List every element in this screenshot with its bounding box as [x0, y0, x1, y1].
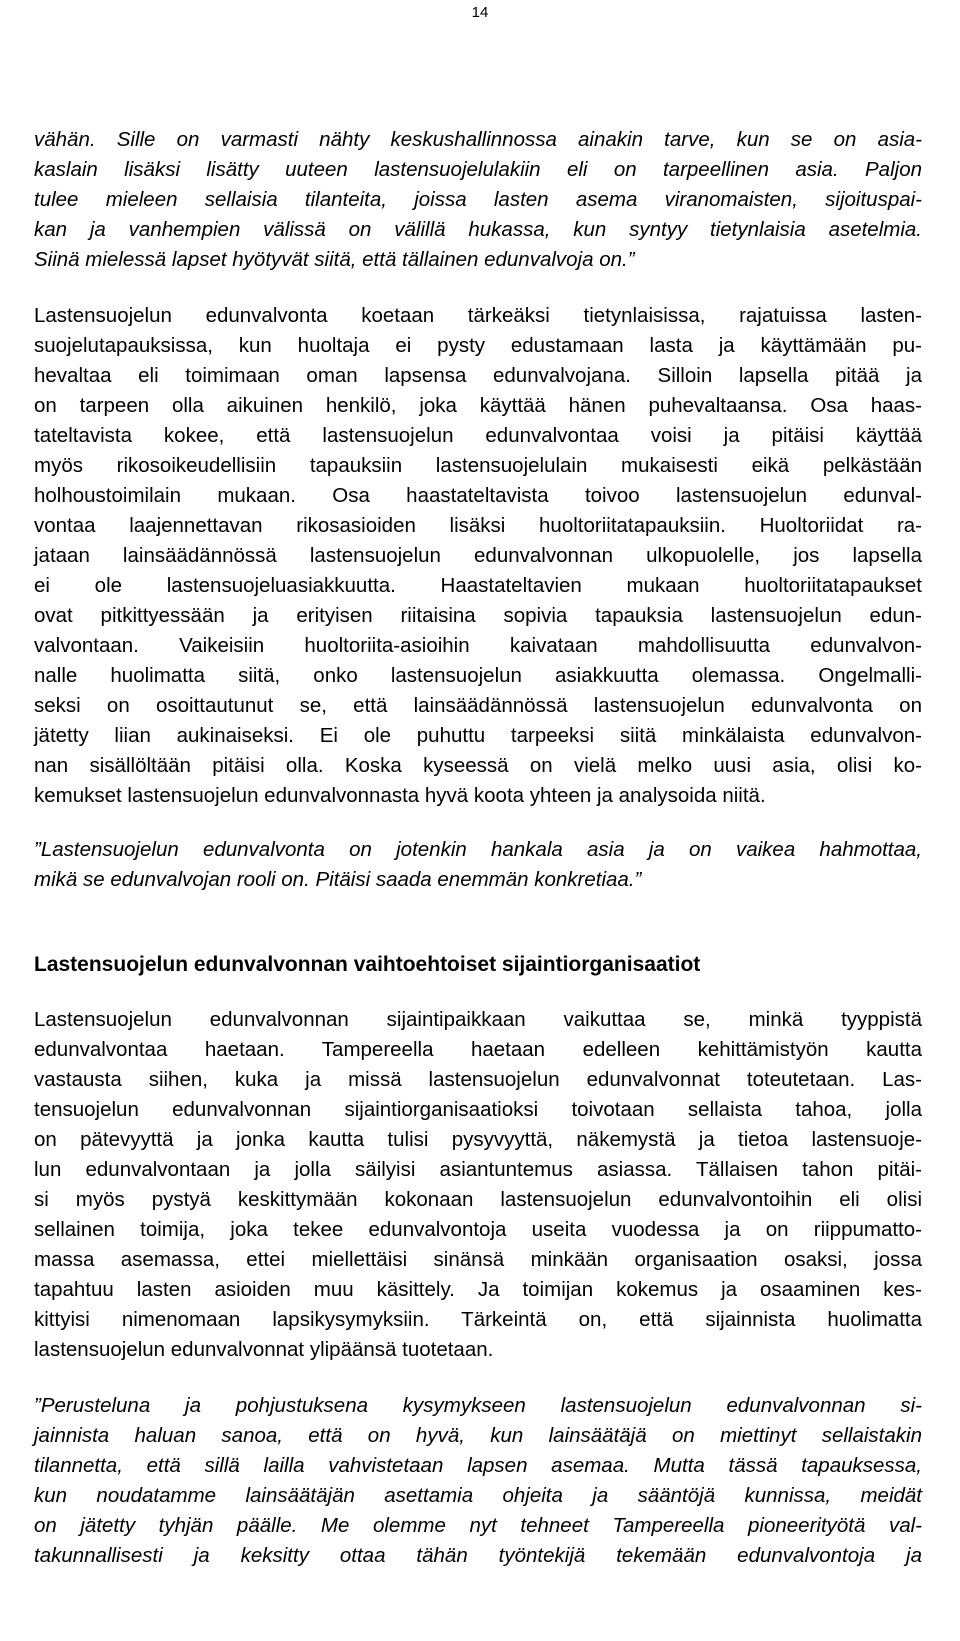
- quote-line: jainnista haluan sanoa, että on hyvä, kun lainsäätäjä on miettinyt sellaistakin: [34, 1424, 922, 1447]
- text-line: massa asemassa, ettei miellettäisi sinänsä minkään organisaation osaksi, jossa: [34, 1248, 922, 1271]
- page-number: 14: [471, 4, 489, 21]
- text-line: lastensuojelun edunvalvonnat ylipäänsä tuotetaan.: [34, 1338, 494, 1361]
- text-line: lun edunvalvontaan ja jolla säilyisi asiantuntemus asiassa. Tällaisen tahon pitäi-: [34, 1158, 922, 1181]
- quote-line: kun noudatamme lainsäätäjän asettamia ohjeita ja sääntöjä kunnissa, meidät: [34, 1484, 922, 1507]
- text-line: seksi on osoittautunut se, että lainsäädännössä lastensuojelun edunvalvonta on: [34, 694, 922, 717]
- quote-line: ”Lastensuojelun edunvalvonta on jotenkin hankala asia ja on vaikea hahmottaa,: [34, 838, 922, 861]
- text-line: jataan lainsäädännössä lastensuojelun edunvalvonnan ulkopuolelle, jos lapsella: [34, 544, 922, 567]
- text-line: myös rikosoikeudellisiin tapauksiin lastensuojelulain mukaisesti eikä pelkästään: [34, 454, 922, 477]
- quote-line: vähän. Sille on varmasti nähty keskushallinnossa ainakin tarve, kun se on asia-: [34, 128, 922, 151]
- quote-line: ”Perusteluna ja pohjustuksena kysymykseen lastensuojelun edunvalvonnan si-: [34, 1394, 922, 1417]
- text-line: vontaa laajennettavan rikosasioiden lisäksi huoltoriitatapauksiin. Huoltoriidat ra-: [34, 514, 922, 537]
- text-line: Lastensuojelun edunvalvonnan sijaintipaikkaan vaikuttaa se, minkä tyyppistä: [34, 1008, 922, 1031]
- text-line: nalle huolimatta siitä, onko lastensuojelun asiakkuutta olemassa. Ongelmalli-: [34, 664, 922, 687]
- text-line: si myös pystyä keskittymään kokonaan lastensuojelun edunvalvontoihin eli olisi: [34, 1188, 922, 1211]
- text-line: ovat pitkittyessään ja erityisen riitaisina sopivia tapauksia lastensuojelun edun-: [34, 604, 922, 627]
- text-line: jätetty liian aukinaiseksi. Ei ole puhuttu tarpeeksi siitä minkälaista edunvalvon-: [34, 724, 922, 747]
- quote-line: mikä se edunvalvojan rooli on. Pitäisi saada enemmän konkretiaa.”: [34, 868, 642, 891]
- text-line: tensuojelun edunvalvonnan sijaintiorganisaatioksi toivotaan sellaista tahoa, jolla: [34, 1098, 922, 1121]
- quote-line: takunnallisesti ja keksitty ottaa tähän työntekijä tekemään edunvalvontoja ja: [34, 1544, 922, 1567]
- quote-line: kaslain lisäksi lisätty uuteen lastensuojelulakiin eli on tarpeellinen asia. Paljon: [34, 158, 922, 181]
- text-line: tapahtuu lasten asioiden muu käsittely. Ja toimijan kokemus ja osaaminen kes-: [34, 1278, 922, 1301]
- text-line: nan sisällöltään pitäisi olla. Koska kyseessä on vielä melko uusi asia, olisi ko-: [34, 754, 922, 777]
- text-line: vastausta siihen, kuka ja missä lastensuojelun edunvalvonnat toteutetaan. Las-: [34, 1068, 922, 1091]
- quote-line: kan ja vanhempien välissä on välillä hukassa, kun syntyy tietynlaisia asetelmia.: [34, 218, 922, 241]
- quote-line: tilannetta, että sillä lailla vahvistetaan lapsen asemaa. Mutta tässä tapauksessa,: [34, 1454, 922, 1477]
- quote-line: tulee mieleen sellaisia tilanteita, joissa lasten asema viranomaisten, sijoituspai-: [34, 188, 922, 211]
- text-line: Lastensuojelun edunvalvonta koetaan tärkeäksi tietynlaisissa, rajatuissa lasten-: [34, 304, 922, 327]
- text-line: kittyisi nimenomaan lapsikysymyksiin. Tärkeintä on, että sijainnista huolimatta: [34, 1308, 922, 1331]
- text-line: holhoustoimilain mukaan. Osa haastateltavista toivoo lastensuojelun edunval-: [34, 484, 922, 507]
- quote-line: Siinä mielessä lapset hyötyvät siitä, että tällainen edunvalvoja on.”: [34, 248, 635, 271]
- text-line: edunvalvontaa haetaan. Tampereella haetaan edelleen kehittämistyön kautta: [34, 1038, 922, 1061]
- text-line: hevaltaa eli toimimaan oman lapsensa edunvalvojana. Silloin lapsella pitää ja: [34, 364, 922, 387]
- text-line: kemukset lastensuojelun edunvalvonnasta hyvä koota yhteen ja analysoida niitä.: [34, 784, 766, 807]
- text-line: valvontaan. Vaikeisiin huoltoriita-asioihin kaivataan mahdollisuutta edunvalvon-: [34, 634, 922, 657]
- text-line: on tarpeen olla aikuinen henkilö, joka käyttää hänen puhevaltaansa. Osa haas-: [34, 394, 922, 417]
- text-line: on pätevyyttä ja jonka kautta tulisi pysyvyyttä, näkemystä ja tietoa lastensuoje-: [34, 1128, 922, 1151]
- text-line: suojelutapauksissa, kun huoltaja ei pysty edustamaan lasta ja käyttämään pu-: [34, 334, 922, 357]
- text-line: tateltavista kokee, että lastensuojelun edunvalvontaa voisi ja pitäisi käyttää: [34, 424, 922, 447]
- section-heading: Lastensuojelun edunvalvonnan vaihtoehtoiset sijaintiorganisaatiot: [34, 953, 701, 976]
- text-line: sellainen toimija, joka tekee edunvalvontoja useita vuodessa ja on riippumatto-: [34, 1218, 922, 1241]
- text-line: ei ole lastensuojeluasiakkuutta. Haastateltavien mukaan huoltoriitatapaukset: [34, 574, 922, 597]
- quote-line: on jätetty tyhjän päälle. Me olemme nyt tehneet Tampereella pioneerityötä val-: [34, 1514, 922, 1537]
